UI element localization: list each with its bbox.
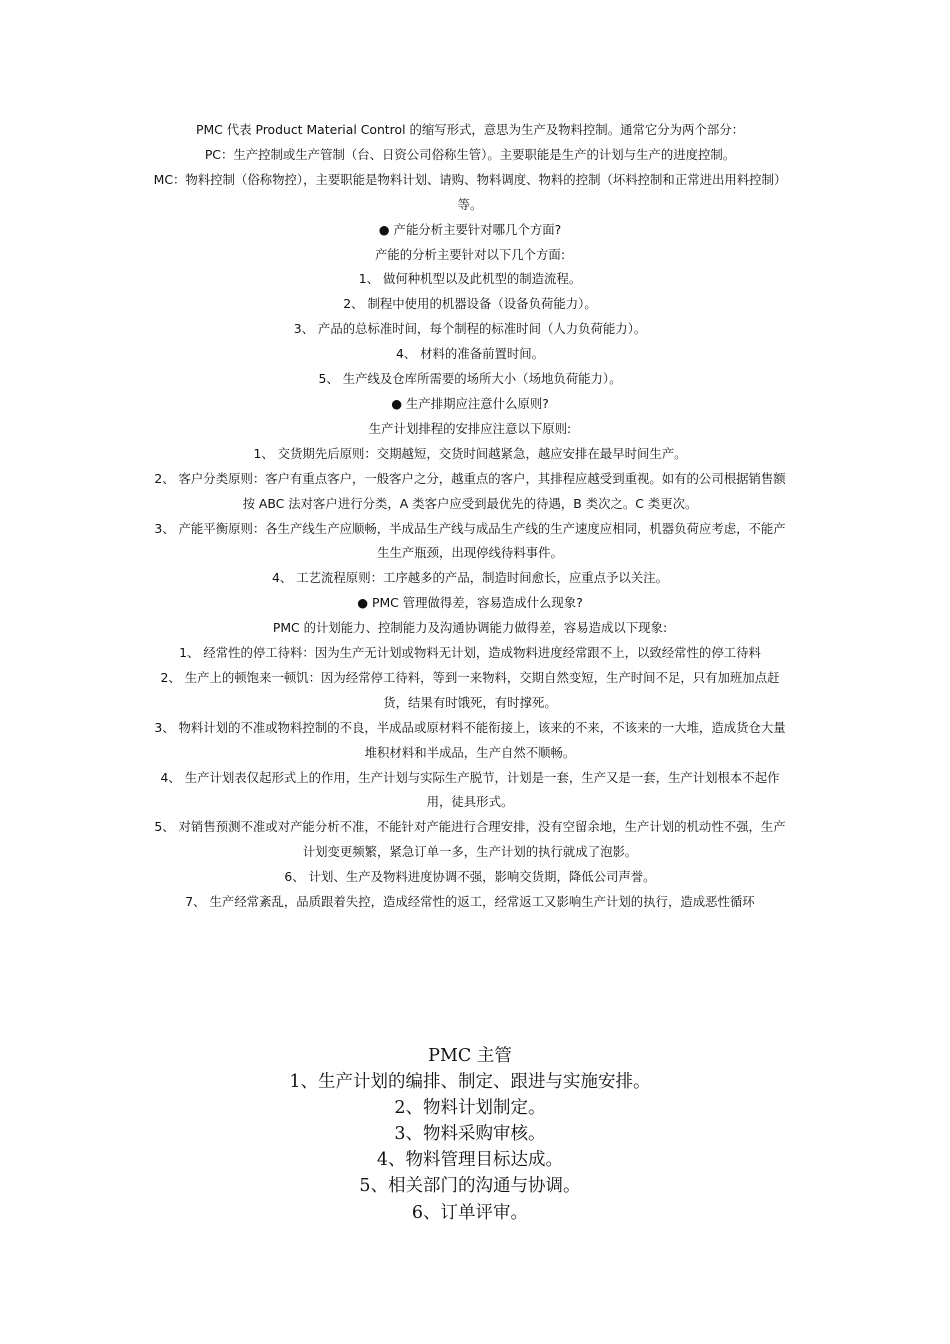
supervisor-duty: 6、订单评审。 — [411, 1202, 529, 1223]
scheduling-question: ● 生产排期应注意什么原则? — [391, 395, 549, 411]
supervisor-duty: 1、生产计划的编排、制定、跟进与实施安排。 — [289, 1072, 651, 1093]
poor-pmc-item: 6、 计划、生产及物料进度协调不强，影响交货期，降低公司声誉。 — [284, 869, 656, 885]
scheduling-item: 4、 工艺流程原则：工序越多的产品，制造时间愈长，应重点予以关注。 — [272, 570, 668, 586]
capacity-item: 2、 制程中使用的机器设备（设备负荷能力）。 — [343, 296, 597, 312]
supervisor-duty: 4、物料管理目标达成。 — [376, 1150, 564, 1171]
intro-line-mc: MC：物料控制（俗称物控），主要职能是物料计划、请购、物料调度、物料的控制（坏料控制和正常进出用料控制）等。 — [153, 171, 787, 212]
supervisor-duty: 3、物料采购审核。 — [394, 1124, 546, 1145]
capacity-lead: 产能的分析主要针对以下几个方面: — [374, 246, 566, 262]
capacity-item: 3、 产品的总标准时间，每个制程的标准时间（人力负荷能力）。 — [293, 321, 647, 337]
scheduling-lead: 生产计划排程的安排应注意以下原则: — [368, 420, 572, 436]
poor-pmc-item: 4、 生产计划表仅起形式上的作用，生产计划与实际生产脱节，计划是一套，生产又是一套，生产计划根本不起作用，徒具形式。 — [160, 769, 780, 810]
supervisor-title: PMC 主管 — [428, 1046, 512, 1066]
scheduling-item: 1、 交货期先后原则：交期越短，交货时间越紧急，越应安排在最早时间生产。 — [253, 445, 687, 461]
capacity-question: ● 产能分析主要针对哪几个方面? — [378, 221, 562, 237]
supervisor-section — [150, 1043, 790, 1226]
poor-pmc-item: 7、 生产经常紊乱，品质跟着失控，造成经常性的返工，经常返工又影响生产计划的执行，造成恶性循环 — [185, 894, 755, 910]
main-text-section — [150, 118, 790, 915]
scheduling-item: 3、 产能平衡原则：各生产线生产应顺畅，半成品生产线与成品生产线的生产速度应相同，机器负荷应考虑，不能产生生产瓶颈，出现停线待料事件。 — [154, 520, 786, 561]
scheduling-item: 2、 客户分类原则：客户有重点客户，一般客户之分，越重点的客户，其排程应越受到重视。如有的公司根据销售额按 ABC 法对客户进行分类，A 类客户应受到最优先的待遇，B 类次之。C 类更次。 — [154, 470, 786, 511]
poor-pmc-lead: PMC 的计划能力、控制能力及沟通协调能力做得差，容易造成以下现象: — [272, 620, 668, 636]
supervisor-duty: 5、相关部门的沟通与协调。 — [359, 1176, 581, 1197]
poor-pmc-item: 1、 经常性的停工待料：因为生产无计划或物料无计划，造成物料进度经常跟不上，以致经常性的停工待料 — [179, 645, 761, 661]
poor-pmc-question: ● PMC 管理做得差，容易造成什么现象? — [357, 595, 583, 611]
intro-line-pc: PC：生产控制或生产管制（台、日资公司俗称生管）。主要职能是生产的计划与生产的进度控制。 — [204, 146, 736, 162]
poor-pmc-item: 2、 生产上的顿饱来一顿饥：因为经常停工待料，等到一来物料，交期自然变短，生产时间不足，只有加班加点赶货，结果有时饿死，有时撑死。 — [160, 669, 780, 710]
poor-pmc-item: 3、 物料计划的不准或物料控制的不良，半成品或原材料不能衔接上，该来的不来，不该来的一大堆，造成货仓大量堆积材料和半成品，生产自然不顺畅。 — [154, 719, 786, 760]
intro-line-pmc: PMC 代表 Product Material Control 的缩写形式，意思为生产及物料控制。通常它分为两个部分： — [195, 122, 744, 137]
poor-pmc-item: 5、 对销售预测不准或对产能分析不准，不能针对产能进行合理安排，没有空留余地，生产计划的机动性不强，生产计划变更频繁，紧急订单一多，生产计划的执行就成了泡影。 — [154, 819, 786, 860]
capacity-item: 5、 生产线及仓库所需要的场所大小（场地负荷能力）。 — [318, 371, 622, 387]
capacity-item: 4、 材料的准备前置时间。 — [395, 346, 545, 362]
supervisor-duty: 2、物料计划制定。 — [394, 1098, 546, 1119]
capacity-item: 1、 做何种机型以及此机型的制造流程。 — [358, 271, 582, 287]
